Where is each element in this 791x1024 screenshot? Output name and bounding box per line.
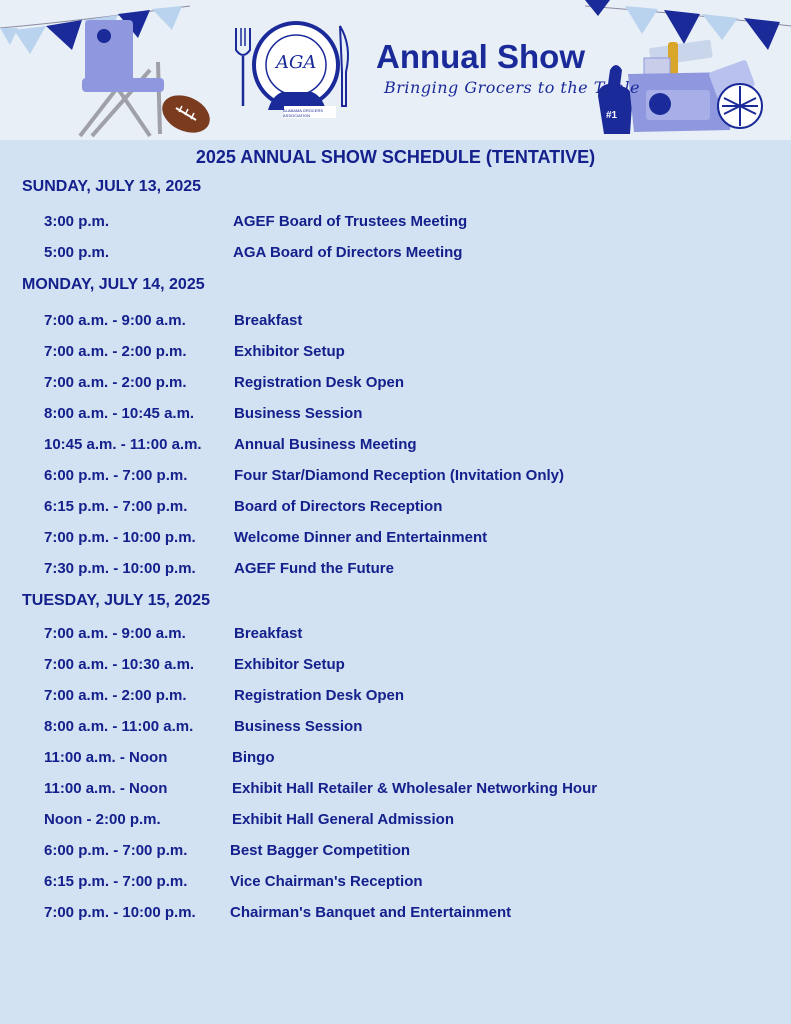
schedule-row xyxy=(0,560,791,580)
event-name: Registration Desk Open xyxy=(234,687,405,704)
day-heading-monday: MONDAY, JULY 14, 2025 xyxy=(22,276,205,293)
event-name: Four Star/Diamond Reception (Invitation Only) xyxy=(234,467,565,484)
event-time: 7:00 a.m. - 2:00 p.m. xyxy=(44,374,187,391)
schedule-row xyxy=(0,749,791,769)
schedule-row xyxy=(0,343,791,363)
event-time: 8:00 a.m. - 10:45 a.m. xyxy=(44,405,195,422)
event-name: Business Session xyxy=(234,405,363,422)
event-name: Board of Directors Reception xyxy=(234,498,443,515)
schedule-row xyxy=(0,467,791,487)
event-time: 5:00 p.m. xyxy=(44,244,110,261)
event-time: 6:15 p.m. - 7:00 p.m. xyxy=(44,873,188,890)
schedule-row xyxy=(0,436,791,456)
event-time: 6:00 p.m. - 7:00 p.m. xyxy=(44,467,188,484)
event-time: 7:00 a.m. - 10:30 a.m. xyxy=(44,656,195,673)
schedule-row xyxy=(0,625,791,645)
event-time: 7:00 a.m. - 9:00 a.m. xyxy=(44,625,186,642)
logo-initials: AGA xyxy=(276,52,317,73)
event-time: 7:00 p.m. - 10:00 p.m. xyxy=(44,904,196,921)
schedule-row xyxy=(0,842,791,862)
event-name: Welcome Dinner and Entertainment xyxy=(234,529,488,546)
schedule-row xyxy=(0,529,791,549)
event-name: Breakfast xyxy=(234,312,303,329)
schedule-row xyxy=(0,780,791,800)
event-time: 8:00 a.m. - 11:00 a.m. xyxy=(44,718,194,735)
event-name: Chairman's Banquet and Entertainment xyxy=(230,904,512,921)
event-name: Exhibitor Setup xyxy=(234,656,345,673)
schedule-row xyxy=(0,498,791,518)
event-time: 11:00 a.m. - Noon xyxy=(44,780,168,797)
schedule-row xyxy=(0,718,791,738)
event-time: 6:15 p.m. - 7:00 p.m. xyxy=(44,498,188,515)
event-time: 11:00 a.m. - Noon xyxy=(44,749,168,766)
header-banner xyxy=(0,0,791,140)
event-time: 7:00 a.m. - 9:00 a.m. xyxy=(44,312,186,329)
schedule-row xyxy=(0,873,791,893)
event-name: Exhibit Hall Retailer & Wholesaler Networking Hour xyxy=(232,780,598,797)
event-name: Vice Chairman's Reception xyxy=(230,873,423,890)
event-name: Registration Desk Open xyxy=(234,374,405,391)
event-time: 7:00 p.m. - 10:00 p.m. xyxy=(44,529,196,546)
event-name: AGEF Board of Trustees Meeting xyxy=(233,213,468,230)
schedule-row xyxy=(0,904,791,924)
schedule-row xyxy=(0,244,791,264)
day-heading-tuesday: TUESDAY, JULY 15, 2025 xyxy=(22,592,210,609)
schedule-row xyxy=(0,312,791,332)
bunting-right-icon xyxy=(585,0,791,50)
foam-finger-label: #1 xyxy=(606,110,618,121)
schedule-row xyxy=(0,687,791,707)
event-time: 7:00 a.m. - 2:00 p.m. xyxy=(44,687,187,704)
schedule-row xyxy=(0,213,791,233)
show-title: Annual Show xyxy=(376,38,585,75)
event-name: Exhibit Hall General Admission xyxy=(232,811,454,828)
event-time: 10:45 a.m. - 11:00 a.m. xyxy=(44,436,202,453)
event-time: 7:30 p.m. - 10:00 p.m. xyxy=(44,560,196,577)
schedule-row xyxy=(0,374,791,394)
event-name: Business Session xyxy=(234,718,363,735)
event-name: AGEF Fund the Future xyxy=(234,560,394,577)
foam-finger-icon xyxy=(598,65,632,134)
event-time: 3:00 p.m. xyxy=(44,213,110,230)
folding-chair-icon xyxy=(80,20,164,136)
schedule-row xyxy=(0,405,791,425)
football-icon xyxy=(156,88,216,140)
event-time: Noon - 2:00 p.m. xyxy=(44,811,161,828)
event-time: 7:00 a.m. - 2:00 p.m. xyxy=(44,343,187,360)
event-name: Breakfast xyxy=(234,625,303,642)
fork-icon xyxy=(236,28,250,106)
pom-pom-icon xyxy=(718,84,762,128)
day-heading-sunday: SUNDAY, JULY 13, 2025 xyxy=(22,178,202,195)
schedule-title: 2025 ANNUAL SHOW SCHEDULE (TENTATIVE) xyxy=(195,147,596,167)
schedule-row xyxy=(0,656,791,676)
event-name: Annual Business Meeting xyxy=(234,436,417,453)
show-tagline: Bringing Grocers to the Table xyxy=(384,78,640,97)
logo-footer-text: ALABAMA GROCERS ASSOCIATION xyxy=(283,108,324,118)
event-name: Exhibitor Setup xyxy=(234,343,345,360)
knife-icon xyxy=(340,26,348,106)
event-name: Bingo xyxy=(232,749,275,766)
schedule-row xyxy=(0,811,791,831)
event-time: 6:00 p.m. - 7:00 p.m. xyxy=(44,842,188,859)
event-name: AGA Board of Directors Meeting xyxy=(233,244,463,261)
event-name: Best Bagger Competition xyxy=(230,842,411,859)
